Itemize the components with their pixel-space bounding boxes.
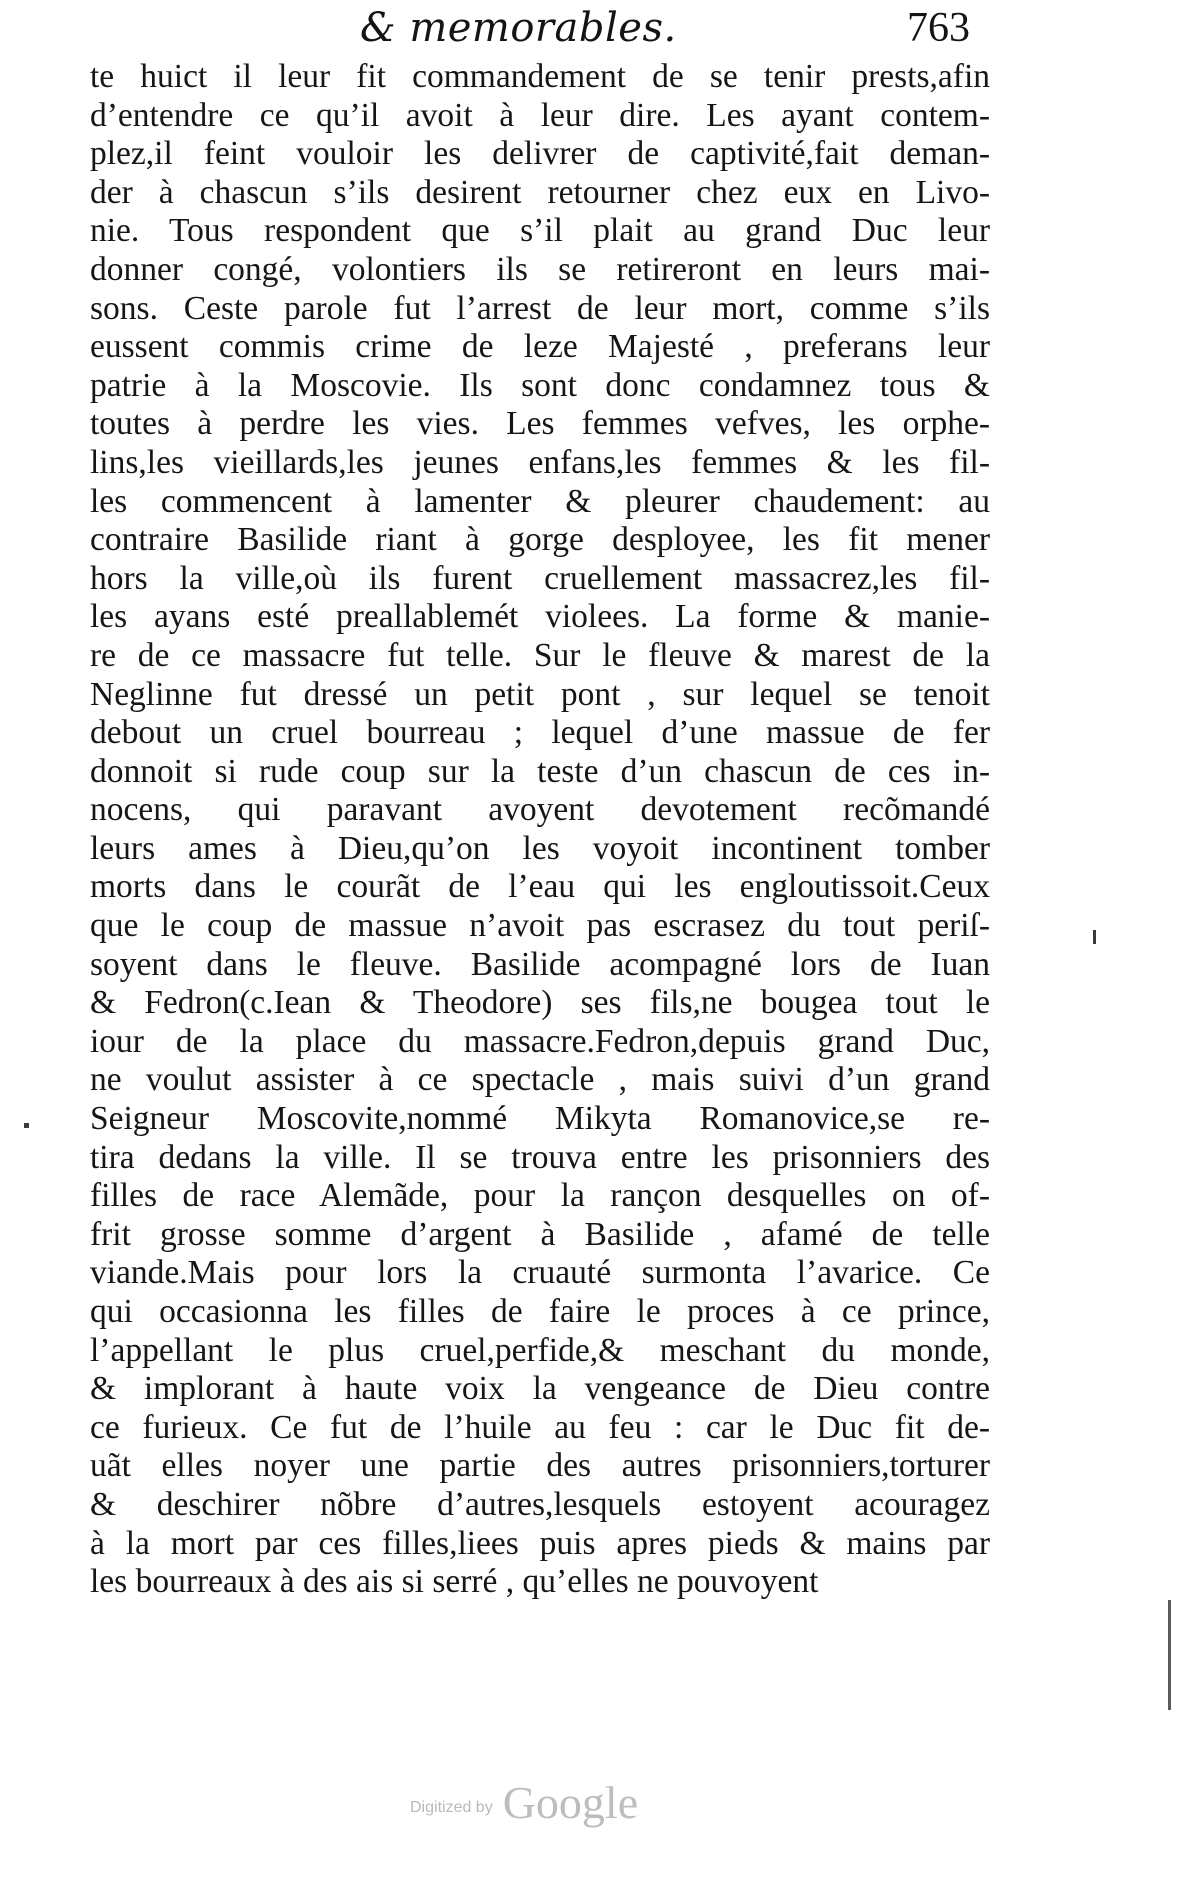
text-line: contraire Basilide riant à gorge desployee, les fit mener (90, 521, 990, 559)
text-line: qui occasionna les filles de faire le proces à ce prince, (90, 1293, 990, 1330)
text-line: Neglinne fut dressé un petit pont , sur lequel se tenoit (90, 675, 990, 713)
text-line: à la mort par ces filles,liees puis apres pieds & mains par (90, 1524, 990, 1562)
text-line: & deschirer nõbre d’autres,lesquels estoyent acouragez (90, 1485, 990, 1523)
text-line: eussent commis crime de leze Majesté , preferans leur (90, 328, 990, 366)
text-line: & Fedron(c.Iean & Theodore) ses fils,ne bougea tout le (90, 984, 990, 1022)
text-line: donner congé, volontiers ils se retireront en leurs mai- (90, 250, 990, 288)
text-line: debout un cruel bourreau ; lequel d’une massue de fer (90, 714, 990, 752)
text-line: te huict il leur fit commandement de se tenir prests,afin (90, 58, 990, 95)
google-logo: Google (502, 1777, 639, 1828)
scan-speck (1168, 1600, 1171, 1710)
page-number: 763 (907, 5, 970, 51)
text-line: les ayans esté preallablemét violees. La forme & manie- (90, 598, 990, 636)
text-line: der à chascun s’ils desirent retourner chez eux en Livo- (90, 173, 990, 211)
text-line: frit grosse somme d’argent à Basilide , afamé de telle (90, 1215, 990, 1253)
scan-speck (24, 1123, 29, 1128)
running-head: & memorables. (360, 5, 677, 51)
text-line: soyent dans le fleuve. Basilide acompagné lors de Iuan (90, 945, 990, 983)
text-line: patrie à la Moscovie. Ils sont donc condamnez tous & (90, 366, 990, 404)
scan-speck (1093, 930, 1096, 944)
text-line: l’appellant le plus cruel,perfide,& meschant du monde, (90, 1331, 990, 1369)
text-line: lins,les vieillards,les jeunes enfans,les femmes & les fil- (90, 443, 990, 481)
text-line: les bourreaux à des ais si serré , qu’elles ne pouvoyent (90, 1563, 819, 1601)
text-line: d’entendre ce qu’il avoit à leur dire. Les ayant contem- (90, 96, 990, 134)
text-line: que le coup de massue n’avoit pas escrasez du tout periſ- (90, 907, 990, 945)
text-line: re de ce massacre fut telle. Sur le fleuve & marest de la (90, 636, 990, 674)
text-line: donnoit si rude coup sur la teste d’un chascun de ces in- (90, 752, 990, 790)
text-line: plez,il feint vouloir les delivrer de captivité,fait deman- (90, 135, 990, 173)
text-line: nie. Tous respondent que s’il plait au grand Duc leur (90, 212, 990, 250)
text-line: hors la ville,où ils furent cruellement massacrez,les fil- (90, 559, 990, 597)
text-line: morts dans le courãt de l’eau qui les engloutissoit.Ceux (90, 868, 990, 906)
digitized-label: Digitized by (410, 1799, 493, 1816)
text-line: & implorant à haute voix la vengeance de Dieu contre (90, 1370, 990, 1408)
text-line: tira dedans la ville. Il se trouva entre les prisonniers des (90, 1138, 990, 1176)
text-line: uãt elles noyer une partie des autres prisonniers,torturer (90, 1447, 990, 1485)
text-line: Seigneur Moscovite,nommé Mikyta Romanovice,se re- (90, 1100, 990, 1138)
text-line: sons. Ceste parole fut l’arrest de leur mort, comme s’ils (90, 289, 990, 327)
body-text (90, 58, 990, 1648)
digitized-watermark (410, 1776, 710, 1829)
text-line: nocens, qui paravant avoyent devotement recõmandé (90, 791, 990, 829)
text-line: viande.Mais pour lors la cruauté surmonta l’avarice. Ce (90, 1254, 990, 1292)
text-line: les commencent à lamenter & pleurer chaudement: au (90, 482, 990, 520)
text-line: ce furieux. Ce fut de l’huile au feu : car le Duc fit de- (90, 1408, 990, 1446)
text-line: iour de la place du massacre.Fedron,depuis grand Duc, (90, 1022, 990, 1060)
text-line: filles de race Alemãde, pour la rançon desquelles on of- (90, 1177, 990, 1215)
text-line: ne voulut assister à ce spectacle , mais suivi d’un grand (90, 1061, 990, 1099)
text-line: leurs ames à Dieu,qu’on les voyoit incontinent tomber (90, 829, 990, 867)
text-line: toutes à perdre les vies. Les femmes vefves, les orphe- (90, 405, 990, 443)
